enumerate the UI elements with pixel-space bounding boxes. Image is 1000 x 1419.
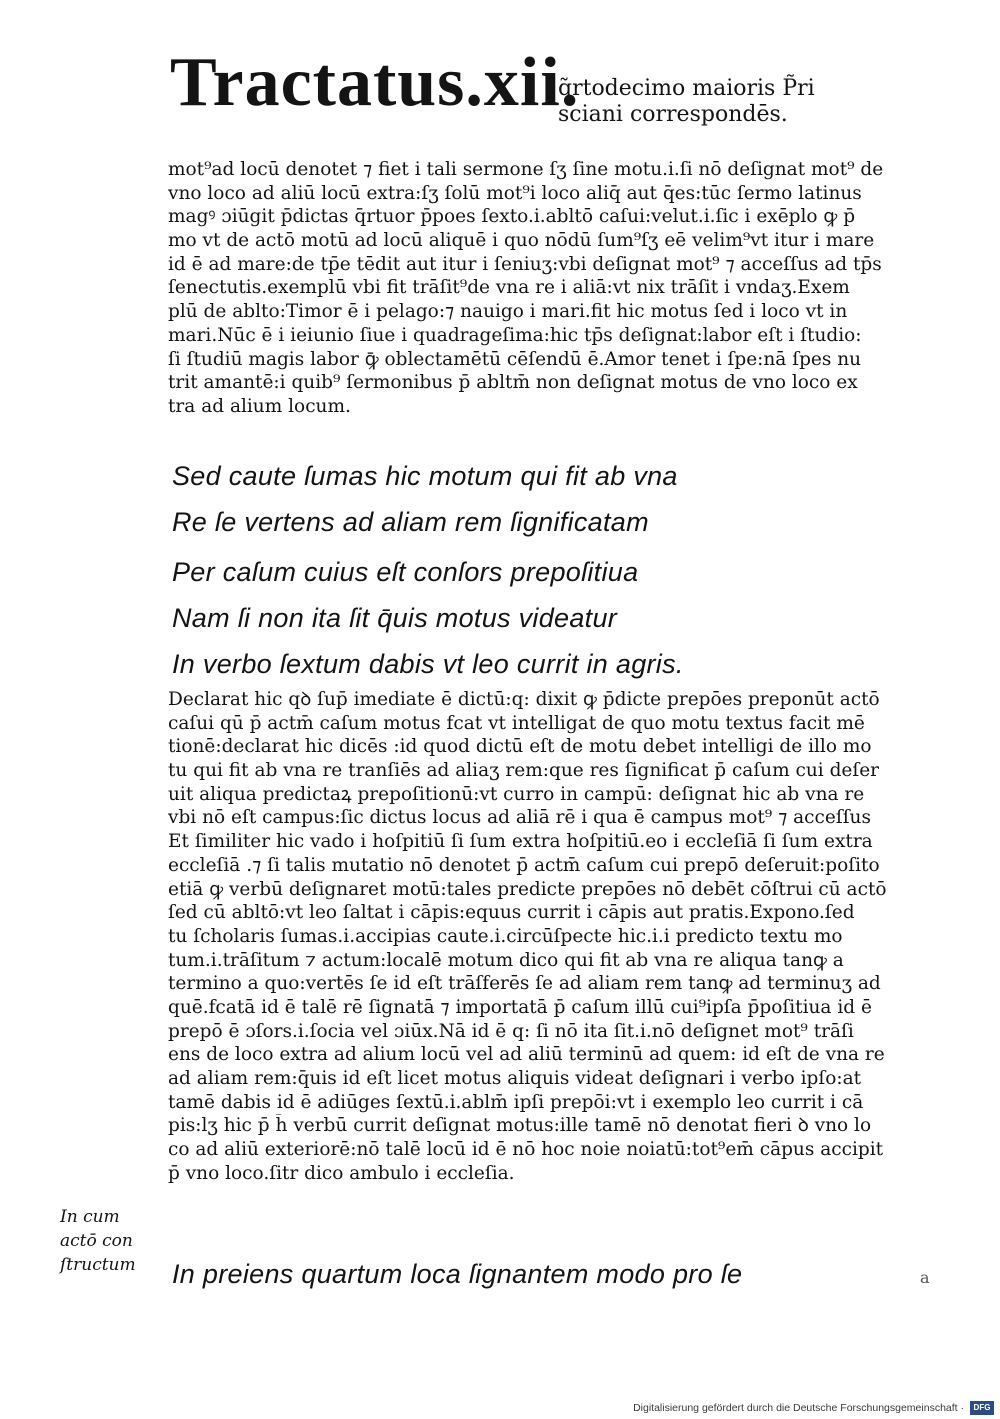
- marginal-note-line: In cum: [60, 1207, 120, 1227]
- text-line: vno loco ad aliū locū extra:ſʒ ſolū mot⁹i loco aliq̄ aut q̄es:tūc ſermo latinus: [168, 182, 862, 204]
- running-title: Tractatus.xii.: [170, 44, 580, 121]
- signature-mark: a: [920, 1268, 930, 1287]
- text-line: quē.fcatā id ē talē rē ſignatā ⁊ importatā p̄ caſum illū cui⁹ipſa p̄poſitiua id ē: [168, 996, 872, 1018]
- credit-text: Digitalisierung gefördert durch die Deutsche Forschungsgemeinschaft ·: [633, 1402, 964, 1414]
- text-line: ſenectutis.exemplū vbi fit trāſit⁹de vna re i aliā:vt nix trāſit i vndaʒ.Exem: [168, 277, 850, 299]
- verse-line: In verbo ſextum dabis vt leo currit in agris.: [172, 649, 684, 679]
- dfg-logo-icon: DFG: [970, 1401, 994, 1415]
- verse-line: Sed caute ſumas hic motum qui fit ab vna: [172, 461, 678, 491]
- subtitle-line: sciani correspondēs.: [558, 102, 788, 127]
- text-line: Et ſimiliter hic vado i hoſpitiū ſi ſum extra hoſpitiū.eo i eccleſiā ſi ſum extra: [168, 831, 873, 853]
- text-line: ens de loco extra ad alium locū vel ad aliū terminū ad quem: id eſt de vna re: [168, 1044, 885, 1066]
- text-line: id ē ad mare:de tp̄e tēdit aut itur i ſeniuʒ:vbi deſignat mot⁹ ⁊ acceſſus ad tp̄s: [168, 253, 882, 275]
- verse-line: In preiens quartum loca ſignantem modo pro ſe: [172, 1259, 743, 1289]
- text-line: magꝰ ɔiūgit p̄dictas q̄rtuor p̄poes ſexto.i.abltō caſui:velut.i.ſic i exēplo ꝙ p̄: [168, 206, 856, 228]
- text-line: plū de ablto:Timor ē i pelago:⁊ nauigo i mari.fit hic motus ſed i loco vt in: [168, 301, 848, 323]
- text-line: tu qui fit ab vna re tranſiēs ad aliaʒ rem:que res ſignificat p̄ caſum cui deſer: [168, 760, 880, 782]
- text-line: ſi ſtudiū magis labor ꝙ̄ oblectamētū cēſendū ē.Amor tenet i ſpe:nā ſpes nu: [168, 348, 862, 370]
- digitization-credit: [633, 1401, 994, 1415]
- text-line: tamē dabis id ē adiūges ſextū.i.ablm̄ ipſi prepōi:vt i exemplo leo currit i cā: [168, 1091, 864, 1113]
- text-line: ad aliam rem:q̄uis id eſt licet motus aliquis videat deſignari i verbo ipſo:at: [168, 1068, 862, 1089]
- title-subtitle: [558, 76, 815, 128]
- text-line: termino a quo:vertēs ſe id eſt trāſferēs ſe ad aliam rem tanꝙ ad terminuʒ ad: [168, 973, 881, 995]
- text-line: tionē:declarat hic dicēs :id quod dictū eſt de motu debet intelligi de illo mo: [168, 736, 872, 758]
- commentary-block: [168, 688, 943, 1185]
- text-line: vbi nō eſt campus:ſic dictus locus ad aliā rē i qua ē campus mot⁹ ⁊ acceſſus: [168, 807, 871, 829]
- verse-line: Nam ſi non ita ſit q̄uis motus videatur: [172, 603, 618, 633]
- text-line: uit aliqua predictaꝝ prepoſitionū:vt curro in campū: deſignat hic ab vna re: [168, 783, 865, 805]
- text-line: tum.i.trāſitum ⁊ actum:localē motum dico qui fit ab vna re aliqua tanꝙ a: [168, 949, 844, 971]
- text-line: eccleſiā .⁊ ſi talis mutatio nō denotet p̄ actm̄ caſum cui prepō deſeruit:poſito: [168, 854, 880, 876]
- text-line: mot⁹ad locū denotet ⁊ fiet i tali sermone ſʒ ſine motu.i.ſi nō deſignat mot⁹ de: [168, 159, 884, 180]
- marginal-note-line: actō con: [60, 1231, 133, 1251]
- text-line: co ad aliū exteriorē:nō talē locū id ē nō hoc noie noiatū:tot⁹em̄ cāpus accipit: [168, 1139, 884, 1161]
- text-line: mari.Nūc ē i ieiunio ſiue i quadrageſima:hic tp̄s deſignat:labor eſt i ſtudio:: [168, 324, 862, 346]
- page-header: [170, 40, 890, 145]
- subtitle-line: q̃rtodecimo maioris P̃ri: [558, 76, 815, 101]
- text-line: mo vt de actō motū ad locū aliquē i quo nōdū ſum⁹ſʒ eē velim⁹vt itur i mare: [168, 230, 875, 252]
- text-line: pis:lʒ hic p̄ h̄ verbū currit deſignat motus:ille tamē nō denotat fieri ꝺ vno lo: [168, 1115, 872, 1137]
- text-line: caſui qū p̄ actm̄ caſum motus fcat vt intelligat de quo motu textus facit mē: [168, 712, 865, 734]
- commentary-block: [168, 158, 943, 419]
- text-line: ſed cū abltō:vt leo ſaltat i cāpis:equus currit i cāpis aut pratis.Expono.ſed: [168, 902, 855, 924]
- verse-line: Per caſum cuius eſt conſors prepoſitiua: [172, 557, 639, 587]
- text-line: prepō ē ɔſors.i.ſocia vel ɔiūx.Nā id ē q: ſi nō ita ſit.i.nō deſignet mot⁹ trāſi: [168, 1020, 854, 1042]
- text-line: etiā ꝙ verbū deſignaret motū:tales predicte prepōes nō debēt cōſtrui cū actō: [168, 878, 887, 900]
- text-line: p̄ vno loco.ſitr dico ambulo i eccleſia.: [168, 1162, 515, 1184]
- text-line: Declarat hic qꝺ ſup̄ imediate ē dictū:q: dixit ꝙ p̄dicte prepōes preponūt actō: [168, 689, 880, 710]
- text-line: tu ſcholaris ſumas.i.accipias caute.i.circūſpecte hic.i.i predicto textu mo: [168, 925, 843, 947]
- text-line: tra ad alium locum.: [168, 395, 351, 417]
- marginal-note-line: ſtructum: [60, 1255, 136, 1275]
- text-line: trit amantē:i quib⁹ ſermonibus p̄ abltm̄ non deſignat motus de vno loco ex: [168, 372, 858, 394]
- marginal-note: [60, 1205, 160, 1277]
- verse-line: Re ſe vertens ad aliam rem ſignificatam: [172, 507, 649, 537]
